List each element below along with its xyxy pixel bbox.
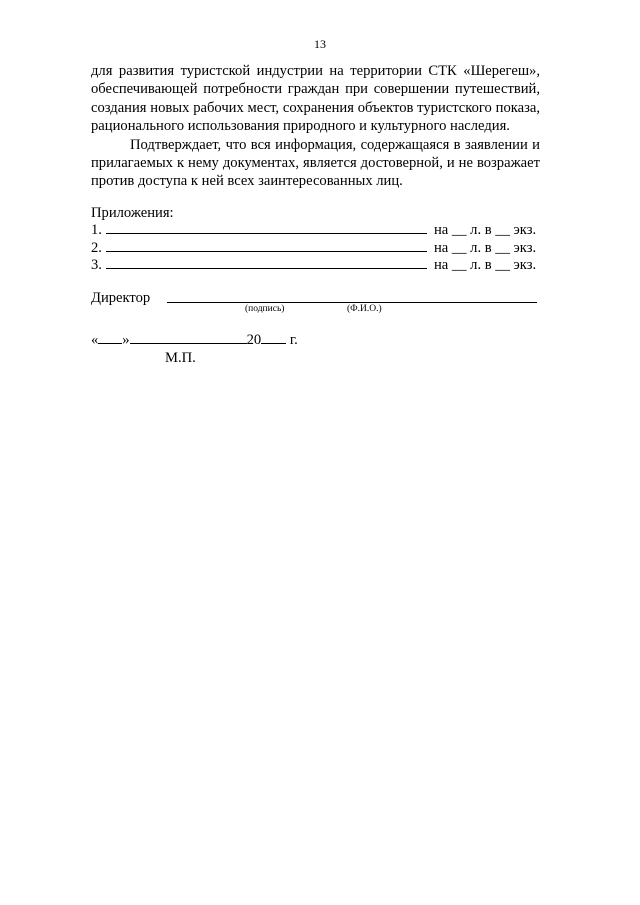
appendix-item-number: 1. — [91, 222, 102, 238]
signature-line — [167, 302, 537, 303]
appendix-item — [91, 240, 543, 258]
appendix-item-blank — [106, 240, 427, 252]
paragraph-confirmation: Подтверждает, что вся информация, содержащаяся в заявлении и прилагаемых к нему документах, является достоверной, и не возражает против доступа к ней всех заинтересованных лиц. — [91, 136, 540, 190]
appendix-title: Приложения: — [91, 205, 174, 221]
date-open-quote: « — [91, 332, 99, 348]
appendix-item-blank — [106, 222, 427, 234]
stamp-placeholder: М.П. — [165, 350, 196, 366]
appendix-item-suffix: на __ л. в __ экз. — [434, 239, 537, 256]
paragraph-continuation: для развития туристской индустрии на территории СТК «Шерегеш», обеспечивающей потребности граждан при совершении путешествий, создания новых рабочих мест, сохранения объектов туристского показа, рационального использования природного и культурного наследия. — [91, 63, 540, 135]
appendix-item — [91, 222, 543, 240]
appendix-item — [91, 257, 543, 275]
date-close-quote: » — [122, 332, 130, 348]
appendix-list — [91, 222, 543, 275]
appendix-item-number: 2. — [91, 239, 102, 256]
signature-block — [91, 289, 551, 325]
month-blank — [130, 331, 247, 344]
date-line — [91, 331, 298, 349]
signature-caption: (подпись) — [245, 304, 285, 314]
page-number: 13 — [314, 37, 326, 51]
appendix-item-blank — [106, 257, 427, 269]
appendix-item-suffix: на __ л. в __ экз. — [434, 257, 537, 273]
year-suffix: г. — [286, 332, 298, 348]
appendix-item-number: 3. — [91, 257, 102, 273]
body-text — [91, 62, 540, 191]
full-name-caption: (Ф.И.О.) — [347, 304, 382, 314]
day-blank — [98, 331, 122, 344]
year-prefix: 20 — [246, 332, 262, 348]
appendix-item-suffix: на __ л. в __ экз. — [434, 222, 537, 238]
director-label: Директор — [91, 290, 151, 306]
year-blank — [261, 331, 286, 344]
